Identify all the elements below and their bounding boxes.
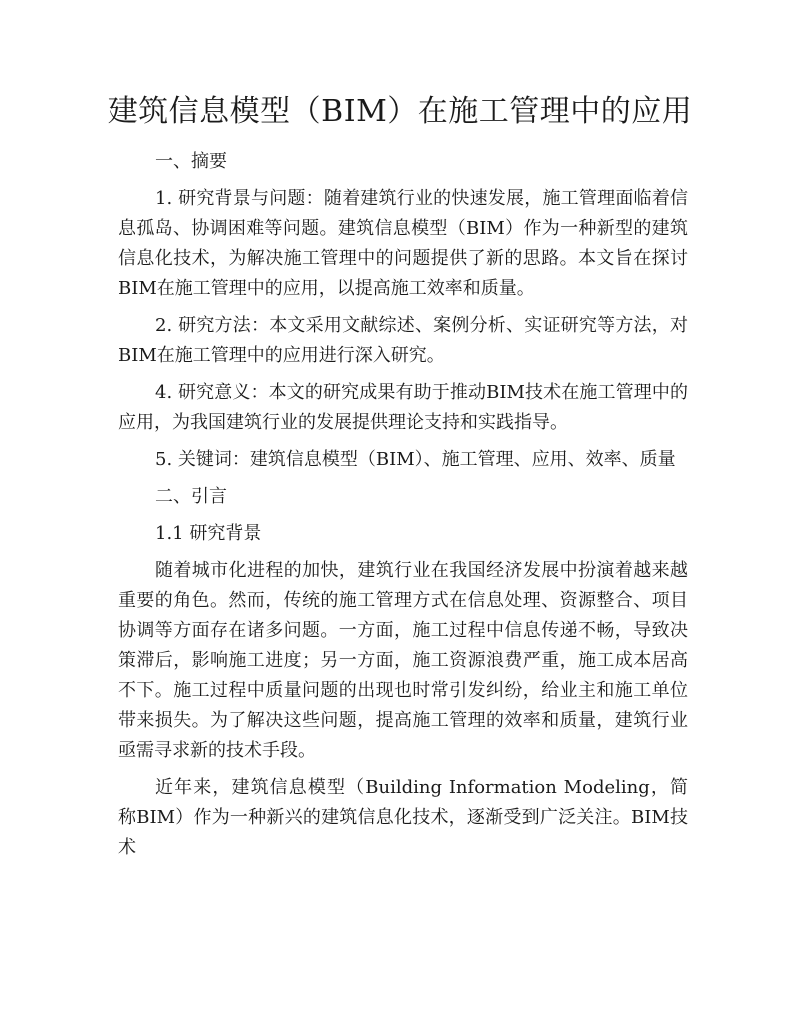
document-title: 建筑信息模型（BIM）在施工管理中的应用 [107,94,693,129]
abstract-item: 5. 关键词：建筑信息模型（BIM）、施工管理、应用、效率、质量 [155,449,676,470]
body-paragraph: 随着城市化进程的加快，建筑行业在我国经济发展中扮演着越来越重要的角色。然而，传统的施工管理方式在信息处理、资源整合、项目协调等方面存在诸多问题。一方面，施工过程中信息传递不畅，导致决策滞后，影响施工进度；另一方面，施工资源浪费严重，施工成本居高不下。施工过程中质量问题的出现也时常引发纠纷，给业主和施工单位带来损失。为了解决这些问题，提高施工管理的效率和质量，建筑行业亟需寻求新的技术手段。 [118,560,688,761]
section-heading-introduction: 二、引言 [155,486,227,507]
subsection-heading: 1.1 研究背景 [155,523,262,544]
abstract-item: 1. 研究背景与问题：随着建筑行业的快速发展，施工管理面临着信息孤岛、协调困难等问题。建筑信息模型（BIM）作为一种新型的建筑信息化技术，为解决施工管理中的问题提供了新的思路。本文旨在探讨BIM在施工管理中的应用，以提高施工效率和质量。 [118,188,688,299]
abstract-item: 4. 研究意义：本文的研究成果有助于推动BIM技术在施工管理中的应用，为我国建筑行业的发展提供理论支持和实践指导。 [118,382,688,433]
abstract-item: 2. 研究方法：本文采用文献综述、案例分析、实证研究等方法，对BIM在施工管理中的应用进行深入研究。 [118,315,688,366]
section-heading-abstract: 一、摘要 [155,151,227,172]
body-paragraph: 近年来，建筑信息模型（Building Information Modeling，简称BIM）作为一种新兴的建筑信息化技术，逐渐受到广泛关注。BIM技术 [118,777,688,858]
document-body [118,147,688,870]
